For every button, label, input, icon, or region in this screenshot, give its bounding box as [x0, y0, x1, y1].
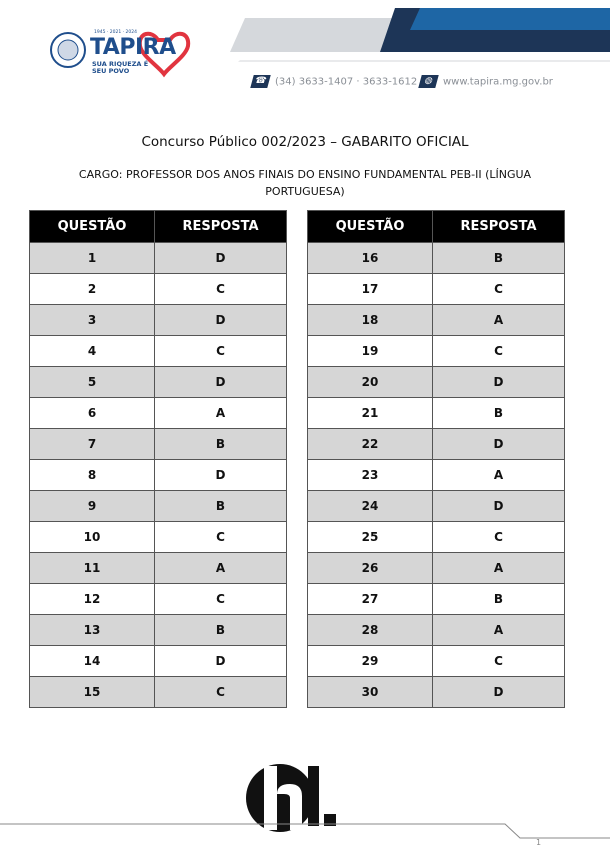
question-number: 20: [308, 367, 433, 398]
answer-table-right: [307, 210, 565, 708]
question-number: 25: [308, 522, 433, 553]
table-body: [30, 243, 287, 708]
answer-letter: B: [155, 429, 287, 460]
table-row: [30, 460, 287, 491]
answer-letter: D: [155, 305, 287, 336]
question-number: 12: [30, 584, 155, 615]
table-row: [308, 243, 565, 274]
question-number: 16: [308, 243, 433, 274]
answer-letter: C: [155, 274, 287, 305]
answer-letter: B: [433, 398, 565, 429]
answer-letter: C: [433, 336, 565, 367]
document-title: Concurso Público 002/2023 – GABARITO OFICIAL: [141, 134, 469, 150]
table-row: [308, 553, 565, 584]
question-number: 14: [30, 646, 155, 677]
phone-text: (34) 3633-1407 · 3633-1612: [275, 76, 418, 88]
answer-letter: B: [155, 491, 287, 522]
answer-letter: A: [155, 398, 287, 429]
table-row: [308, 336, 565, 367]
question-number: 23: [308, 460, 433, 491]
question-number: 29: [308, 646, 433, 677]
table-row: [30, 367, 287, 398]
website-link[interactable]: www.tapira.mg.gov.br: [443, 76, 553, 88]
table-header-row: [30, 211, 287, 243]
answer-letter: D: [155, 460, 287, 491]
table-row: [30, 305, 287, 336]
question-number: 9: [30, 491, 155, 522]
question-number: 27: [308, 584, 433, 615]
brand-slogan: SUA RIQUEZA É SEU POVO: [92, 60, 149, 75]
table-row: [30, 274, 287, 305]
table-row: [308, 646, 565, 677]
table-row: [30, 615, 287, 646]
table-row: [308, 615, 565, 646]
question-number: 7: [30, 429, 155, 460]
question-number: 24: [308, 491, 433, 522]
answer-letter: C: [155, 522, 287, 553]
globe-icon: ◍: [418, 75, 438, 88]
brand-name: TAPIRA: [90, 35, 176, 60]
question-number: 17: [308, 274, 433, 305]
table-row: [308, 274, 565, 305]
table-row: [308, 584, 565, 615]
question-number: 5: [30, 367, 155, 398]
brand-years: 1945 · 2021 · 2024: [94, 30, 137, 35]
table-body: [308, 243, 565, 708]
question-number: 8: [30, 460, 155, 491]
table-row: [308, 677, 565, 708]
answer-letter: C: [155, 677, 287, 708]
phone-icon: ☎: [250, 75, 270, 88]
page-header: [0, 0, 610, 100]
column-header-question: QUESTÃO: [30, 211, 155, 243]
question-number: 11: [30, 553, 155, 584]
answer-letter: B: [155, 615, 287, 646]
table-row: [308, 429, 565, 460]
question-number: 18: [308, 305, 433, 336]
answer-letter: A: [433, 553, 565, 584]
answer-letter: B: [433, 584, 565, 615]
question-number: 3: [30, 305, 155, 336]
table-row: [308, 460, 565, 491]
table-row: [30, 429, 287, 460]
answer-table-left: [29, 210, 287, 708]
table-row: [308, 305, 565, 336]
answer-letter: D: [155, 646, 287, 677]
table-row: [30, 584, 287, 615]
question-number: 4: [30, 336, 155, 367]
contact-website[interactable]: [420, 75, 553, 88]
column-header-question: QUESTÃO: [308, 211, 433, 243]
table-row: [308, 522, 565, 553]
answer-letter: C: [433, 522, 565, 553]
table-header-row: [308, 211, 565, 243]
footer-rule: [0, 812, 610, 842]
answer-letter: A: [155, 553, 287, 584]
question-number: 19: [308, 336, 433, 367]
column-header-answer: RESPOSTA: [433, 211, 565, 243]
column-header-answer: RESPOSTA: [155, 211, 287, 243]
question-number: 21: [308, 398, 433, 429]
cargo-line: CARGO: PROFESSOR DOS ANOS FINAIS DO ENSINO FUNDAMENTAL PEB-II (LÍNGUA PORTUGUESA): [78, 168, 532, 198]
answer-letter: A: [433, 615, 565, 646]
table-row: [30, 243, 287, 274]
answer-letter: D: [155, 243, 287, 274]
answer-letter: A: [433, 305, 565, 336]
table-row: [30, 553, 287, 584]
question-number: 1: [30, 243, 155, 274]
question-number: 13: [30, 615, 155, 646]
question-number: 26: [308, 553, 433, 584]
answer-letter: D: [155, 367, 287, 398]
answer-letter: D: [433, 429, 565, 460]
question-number: 10: [30, 522, 155, 553]
answer-letter: C: [433, 646, 565, 677]
question-number: 28: [308, 615, 433, 646]
question-number: 15: [30, 677, 155, 708]
answer-letter: A: [433, 460, 565, 491]
question-number: 6: [30, 398, 155, 429]
page-number: 1: [536, 838, 542, 847]
table-row: [308, 398, 565, 429]
question-number: 30: [308, 677, 433, 708]
table-row: [30, 398, 287, 429]
answer-letter: B: [433, 243, 565, 274]
table-row: [30, 522, 287, 553]
answer-letter: D: [433, 491, 565, 522]
contact-phone: [252, 75, 417, 88]
table-row: [30, 677, 287, 708]
table-row: [30, 336, 287, 367]
answer-letter: C: [155, 336, 287, 367]
answer-letter: C: [433, 274, 565, 305]
answer-letter: C: [155, 584, 287, 615]
table-row: [308, 491, 565, 522]
answer-letter: D: [433, 677, 565, 708]
answer-letter: D: [433, 367, 565, 398]
table-row: [30, 646, 287, 677]
table-row: [308, 367, 565, 398]
table-row: [30, 491, 287, 522]
question-number: 22: [308, 429, 433, 460]
question-number: 2: [30, 274, 155, 305]
